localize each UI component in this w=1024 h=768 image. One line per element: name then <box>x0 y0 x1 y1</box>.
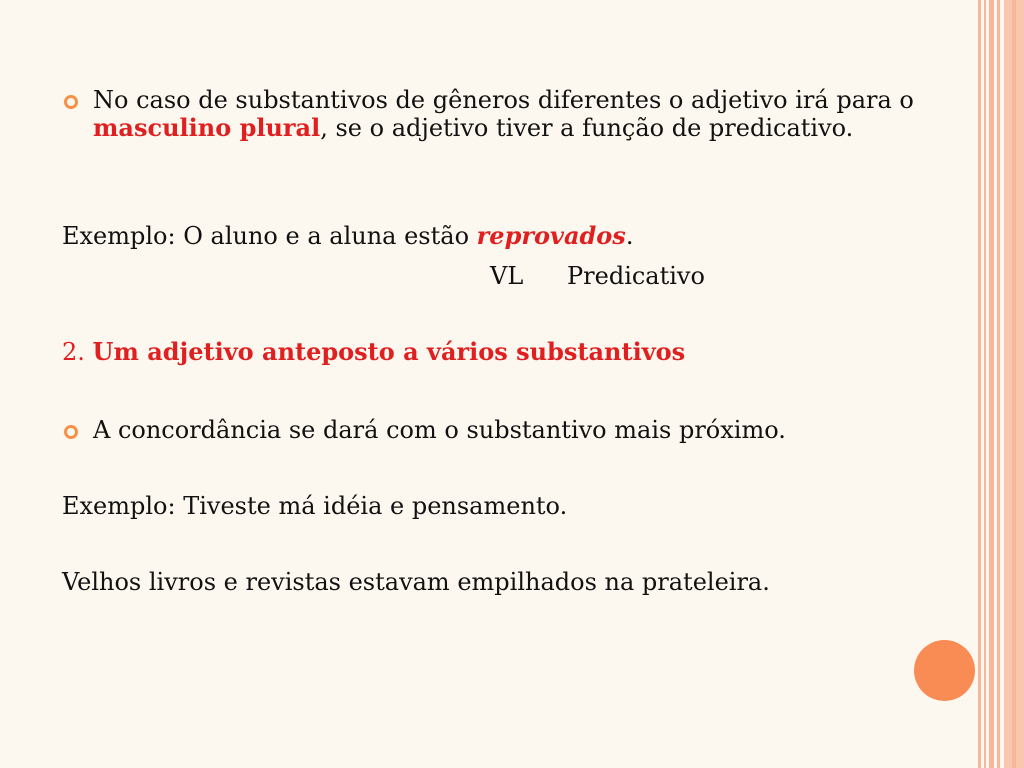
border-stripe <box>997 0 1000 768</box>
bullet1-part1: No caso de substantivos de gêneros diferentes o adjetivo irá para o <box>93 86 914 114</box>
bullet1-part2: , se o adjetivo tiver a função de predicativo. <box>320 114 854 142</box>
border-stripe <box>978 0 981 768</box>
bullet-text-2: A concordância se dará com o substantivo mais próximo. <box>93 416 786 444</box>
example-2: Exemplo: Tiveste má idéia e pensamento. <box>62 492 568 520</box>
label-predicativo: Predicativo <box>567 262 705 290</box>
border-stripe <box>1012 0 1016 768</box>
label-vl: VL <box>490 262 524 290</box>
bullet-circle-icon <box>64 95 78 109</box>
example1-highlight: reprovados <box>476 221 626 250</box>
bullet-text-1 <box>93 86 953 142</box>
section2-number: 2. <box>62 338 85 366</box>
example1-prefix: Exemplo: O aluno e a aluna estão <box>62 222 477 250</box>
example1-suffix: . <box>625 222 634 250</box>
border-stripe <box>984 0 986 768</box>
bullet1-highlight: masculino plural <box>93 113 321 142</box>
border-stripe <box>989 0 994 768</box>
decorative-circle <box>914 640 975 701</box>
bullet-circle-icon <box>64 425 78 439</box>
section2-title: Um adjetivo anteposto a vários substantivos <box>92 337 686 366</box>
example-3: Velhos livros e revistas estavam empilhados na prateleira. <box>62 568 770 596</box>
section-2-heading <box>62 338 685 366</box>
example-1 <box>62 222 633 250</box>
